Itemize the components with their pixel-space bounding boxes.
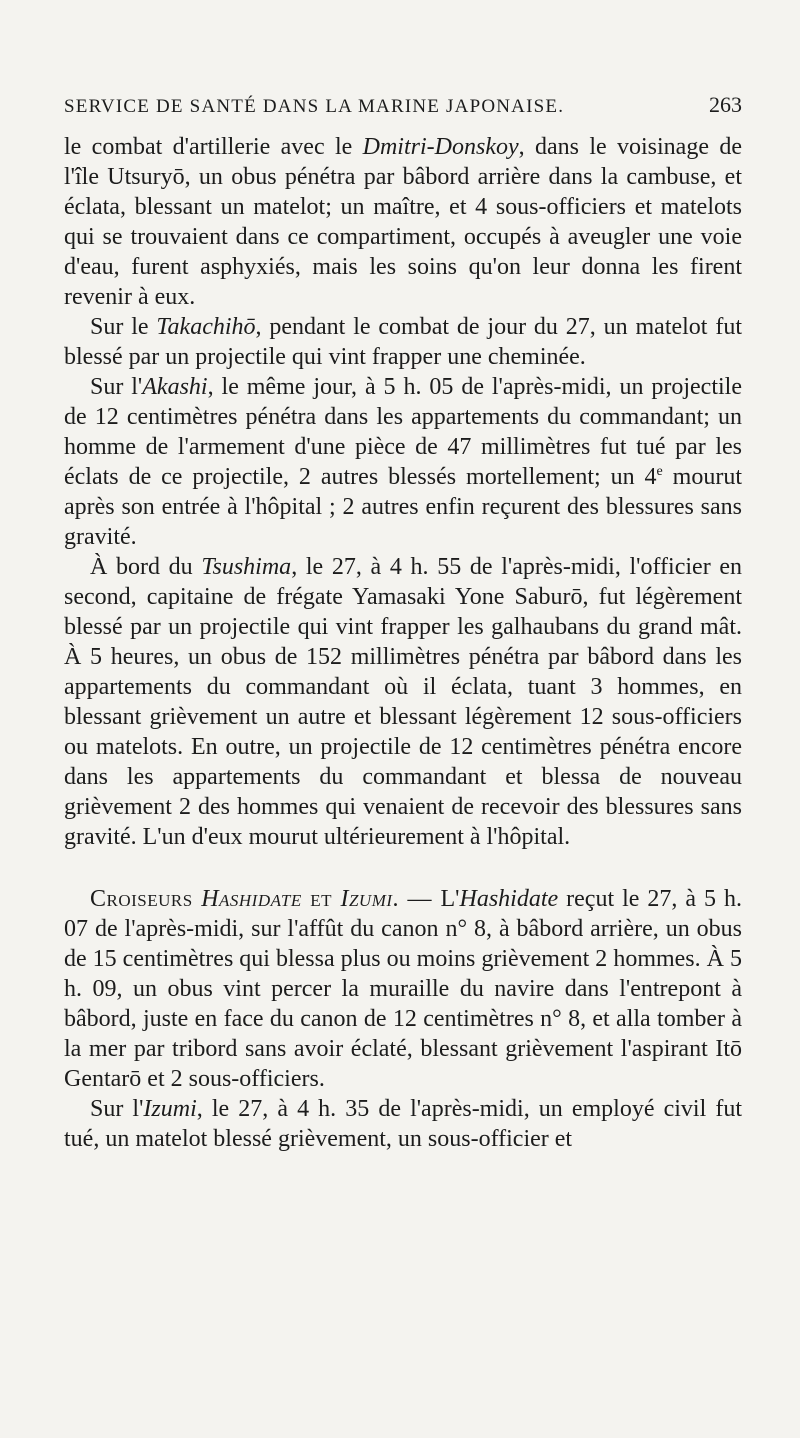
text-run: , pendant le combat de jour du 27, un matelot fut blessé par un projectile qui vint frapper une cheminée. xyxy=(64,314,742,370)
text-run: Sur l' xyxy=(90,374,143,400)
ship-name: Dmitri-Donskoy xyxy=(362,134,519,160)
paragraph-6 xyxy=(64,1094,742,1154)
heading-ship-name: Izumi xyxy=(340,886,393,912)
section-gap xyxy=(64,852,742,884)
ship-name: Akashi xyxy=(142,374,208,400)
text-run: , le 27, à 4 h. 55 de l'après-midi, l'officier en second, capitaine de frégate Yamasaki Yone Saburō, fut légèrement blessé par un projectile qui vint frapper les galhaubans du grand mât. À 5 heures, un obus de 152 millimètres pénétra par bâbord dans les appartements du commandant où il éclata, tuant 3 hommes, en blessant grièvement un autre et blessant légèrement 12 sous-officiers ou matelots. En outre, un projectile de 12 centimètres pénétra encore dans les appartements du commandant et blessa de nouveau grièvement 2 des hommes qui venaient de recevoir des blessures sans gravité. L'un d'eux mourut ultérieurement à l'hôpital. xyxy=(64,554,743,850)
heading-text: . — xyxy=(392,886,441,912)
running-title: SERVICE DE SANTÉ DANS LA MARINE JAPONAISE. xyxy=(64,96,565,117)
text-run: L' xyxy=(440,886,460,912)
text-run: mourut après son entrée à l'hôpital ; 2 autres enfin reçurent des blessures sans gravité. xyxy=(64,464,742,550)
text-run: Sur le xyxy=(90,314,157,340)
heading-text: Croiseurs xyxy=(90,886,202,912)
paragraph-1 xyxy=(64,132,742,312)
text-run: À bord du xyxy=(90,554,202,580)
heading-ship-name: Hashidate xyxy=(201,886,302,912)
text-run: reçut le 27, à 5 h. 07 de l'après-midi, sur l'affût du canon n° 8, à bâbord arrière, un obus de 15 centimètres qui blessa plus ou moins grièvement 2 hommes. À 5 h. 09, un obus vint percer la muraille du navire dans l'entrepont à bâbord, juste en face du canon de 12 centimètres n° 8, et alla tomber à la mer par tribord sans avoir éclaté, blessant grièvement l'aspirant Itō Gentarō et 2 sous-officiers. xyxy=(64,886,743,1092)
ship-name: Izumi xyxy=(143,1096,197,1122)
ship-name: Hashidate xyxy=(459,886,559,912)
ship-name: Takachihō xyxy=(156,314,256,340)
heading-text: et xyxy=(301,886,341,912)
text-run: Sur l' xyxy=(90,1096,144,1122)
ship-name: Tsushima xyxy=(201,554,292,580)
text-run: , le même jour, à 5 h. 05 de l'après-midi, un projectile de 12 centimètres pénétra dans les appartements du commandant; un homme de l'armement d'une pièce de 47 millimètres fut tué par les éclats de ce projectile, 2 autres blessés mortellement; un 4 xyxy=(64,374,742,490)
page-header xyxy=(64,92,742,118)
section-heading xyxy=(90,886,441,912)
ordinal-suffix: e xyxy=(656,464,663,479)
paragraph-4 xyxy=(64,552,742,852)
paragraph-5 xyxy=(64,884,742,1094)
text-run: , dans le voisinage de l'île Utsuryō, un obus pénétra par bâbord arrière dans la cambuse, et éclata, blessant un matelot; un maître, et 4 sous-officiers et matelots qui se trouvaient dans ce compartiment, occupés à aveugler une voie d'eau, furent asphyxiés, mais les soins qu'on leur donna les firent revenir à eux. xyxy=(64,134,743,310)
text-run: , le 27, à 4 h. 35 de l'après-midi, un employé civil fut tué, un matelot blessé grièvement, un sous-officier et xyxy=(64,1096,742,1152)
text-run: le combat d'artillerie avec le xyxy=(64,134,363,160)
paragraph-3 xyxy=(64,372,742,552)
paragraph-2 xyxy=(64,312,742,372)
page-number: 263 xyxy=(709,92,742,117)
